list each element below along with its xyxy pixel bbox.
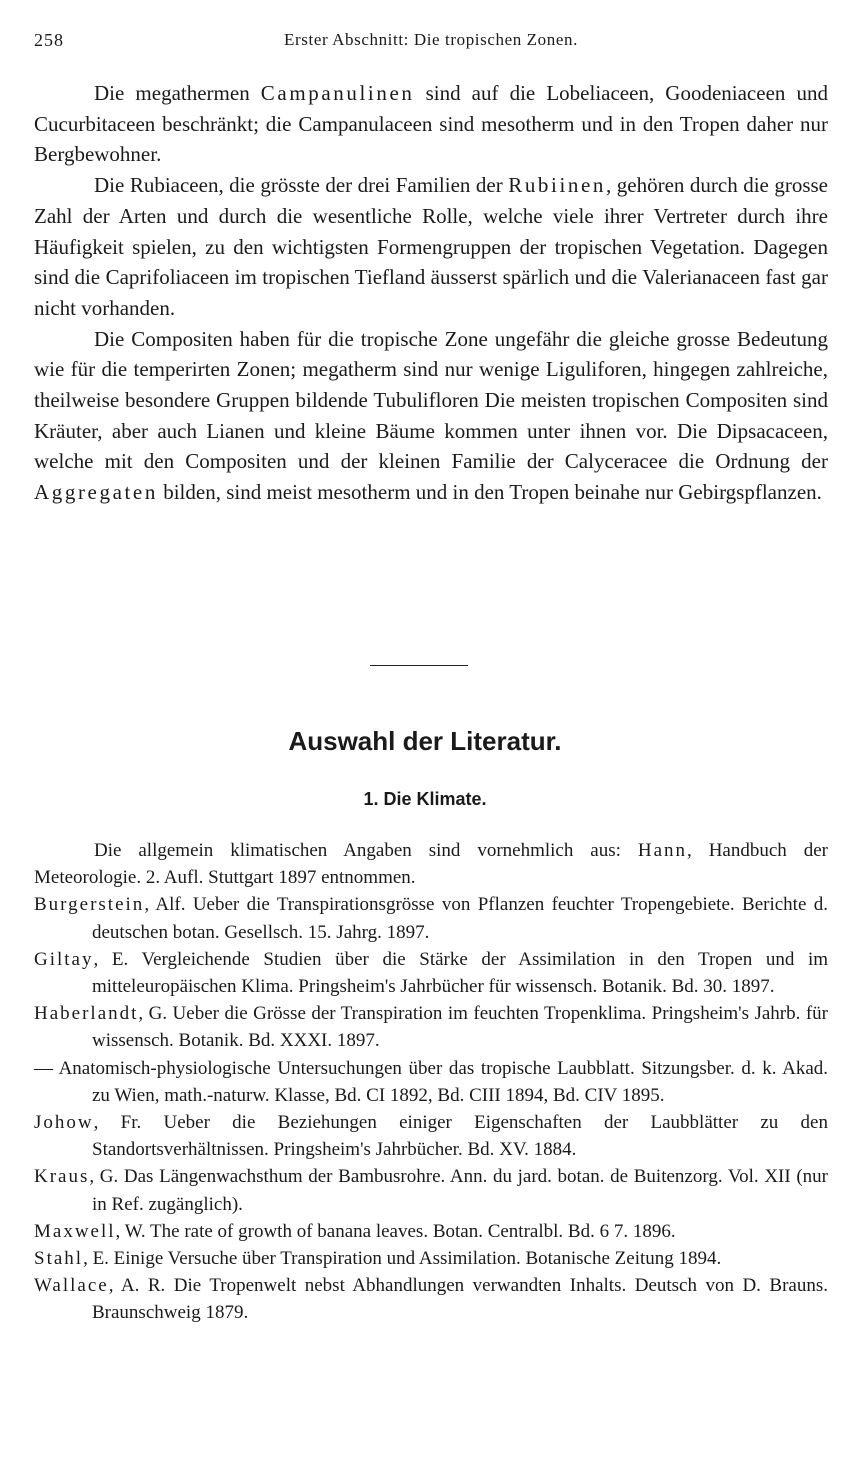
reference-author: Stahl [34,1248,84,1270]
page-number: 258 [34,30,64,50]
reference-author: Wallace [34,1275,109,1297]
reference-list [34,837,828,1327]
reference-entry [34,1218,828,1245]
reference-text: Anatomisch-physiologische Untersuchungen über das tropische Laubblatt. Sitzungsber. d. k. Akad. zu Wien, math.-naturw. Klasse, Bd. CI 1892, Bd. CIII 1894, Bd. CIV 1895. [53,1057,828,1106]
literature-heading: Auswahl der Literatur. [288,726,562,756]
reference-entry [34,1109,828,1163]
reference-author: Kraus [34,1166,90,1188]
reference-text: , Alf. Ueber die Transpirationsgrösse von Pflanzen feuchter Tropengebiete. Berichte d. deutschen botan. Gesellsch. 15. Jahrg. 1897. [92,894,828,943]
paragraph-text: bilden, sind meist mesotherm und in den Tropen beinahe nur Gebirgspflanzen. [157,480,822,505]
reference-text: Die allgemein klimatischen Angaben sind vornehmlich aus: [94,840,638,861]
spaced-term: Campanulinen [260,81,415,105]
section-heading: 1. Die Klimate. [363,789,487,809]
paragraph-text: Die megathermen [94,81,261,105]
running-title: Erster Abschnitt: Die tropischen Zonen. [284,30,578,49]
reference-intro [34,837,828,891]
spaced-term: Aggregaten [34,480,158,505]
reference-text: , G. Ueber die Grösse der Transpiration im feuchten Tropenklima. Pringsheim's Jahrb. für wissensch. Botanik. Bd. XXXI. 1897. [92,1003,828,1052]
reference-author: Haberlandt [34,1003,139,1025]
reference-entry [34,1163,828,1217]
paragraph-rubiinen [34,170,828,324]
reference-entry [34,891,828,945]
paragraph-campanulinen [34,78,828,170]
reference-entry [34,1055,828,1109]
reference-text: , Fr. Ueber die Beziehungen einiger Eigenschaften der Laubblätter zu den Standortsverhältnissen. Pringsheim's Jahrbücher. Bd. XV. 1884. [92,1112,828,1161]
reference-author: Giltay [34,948,94,970]
paragraph-text: Die Compositen haben für die tropische Zone ungefähr die gleiche grosse Bedeutung wie für die temperirten Zonen; megatherm sind nur wenige Liguliforen, hingegen zahlreiche, theilweise besondere Gruppen bildende Tubulifloren Die meisten tropischen Compositen sind Kräuter, aber auch Lianen und kleine Bäume kommen unter ihnen vor. Die Dipsacaceen, welche mit den Compositen und der kleinen Familie der Calyceracee die Ordnung der [34,326,828,474]
reference-text: , G. Das Längenwachsthum der Bambusrohre. Ann. du jard. botan. de Buitenzorg. Vol. XII (nur in Ref. zugänglich). [89,1166,828,1215]
body-text [34,78,828,508]
section-divider [370,665,468,666]
reference-author: Johow [34,1112,94,1134]
reference-text: , A. R. Die Tropenwelt nebst Abhandlungen verwandten Inhalts. Deutsch von D. Brauns. Braunschweig 1879. [92,1275,828,1324]
reference-entry [34,1272,828,1326]
reference-text: , E. Einige Versuche über Transpiration und Assimilation. Botanische Zeitung 1894. [83,1248,722,1270]
reference-entry [34,1245,828,1272]
reference-text: , Handbuch der Meteorologie. 2. Aufl. Stuttgart 1897 entnommen. [34,840,828,889]
spaced-term: Rubiinen [508,173,607,198]
paragraph-text: , gehören durch die grosse Zahl der Arten und durch die wesentliche Rolle, welche viele ihrer Vertreter durch ihre Häufigkeit spielen, zu den wichtigsten Formengruppen der tropischen Vegetation. Dagegen sind die Caprifoliaceen im tropischen Tiefland äusserst spärlich und die Valerianaceen fast gar nicht vorhanden. [34,173,828,320]
paragraph-text: sind auf die Lobeliaceen, Goodeniaceen und Cucurbitaceen beschränkt; die Campanulaceen sind mesotherm und in den Tropen daher nur Bergbewohner. [34,81,828,167]
reference-author: Maxwell [34,1220,116,1242]
reference-text: , E. Vergleichende Studien über die Stärke der Assimilation in den Tropen und im mitteleuropäischen Klima. Pringsheim's Jahrbücher für wissensch. Botanik. Bd. 30. 1897. [92,948,828,998]
paragraph-compositen [34,324,828,508]
reference-text: , W. The rate of growth of banana leaves. Botan. Centralbl. Bd. 6 7. 1896. [115,1220,676,1242]
page-header [34,30,828,56]
reference-author: Burgerstein [34,894,145,916]
reference-author: Hann [637,840,688,861]
reference-entry [34,1000,828,1054]
paragraph-text: Die Rubiaceen, die grösste der drei Familien der [94,173,509,198]
reference-entry [34,946,828,1000]
reference-dash: — [34,1057,53,1079]
